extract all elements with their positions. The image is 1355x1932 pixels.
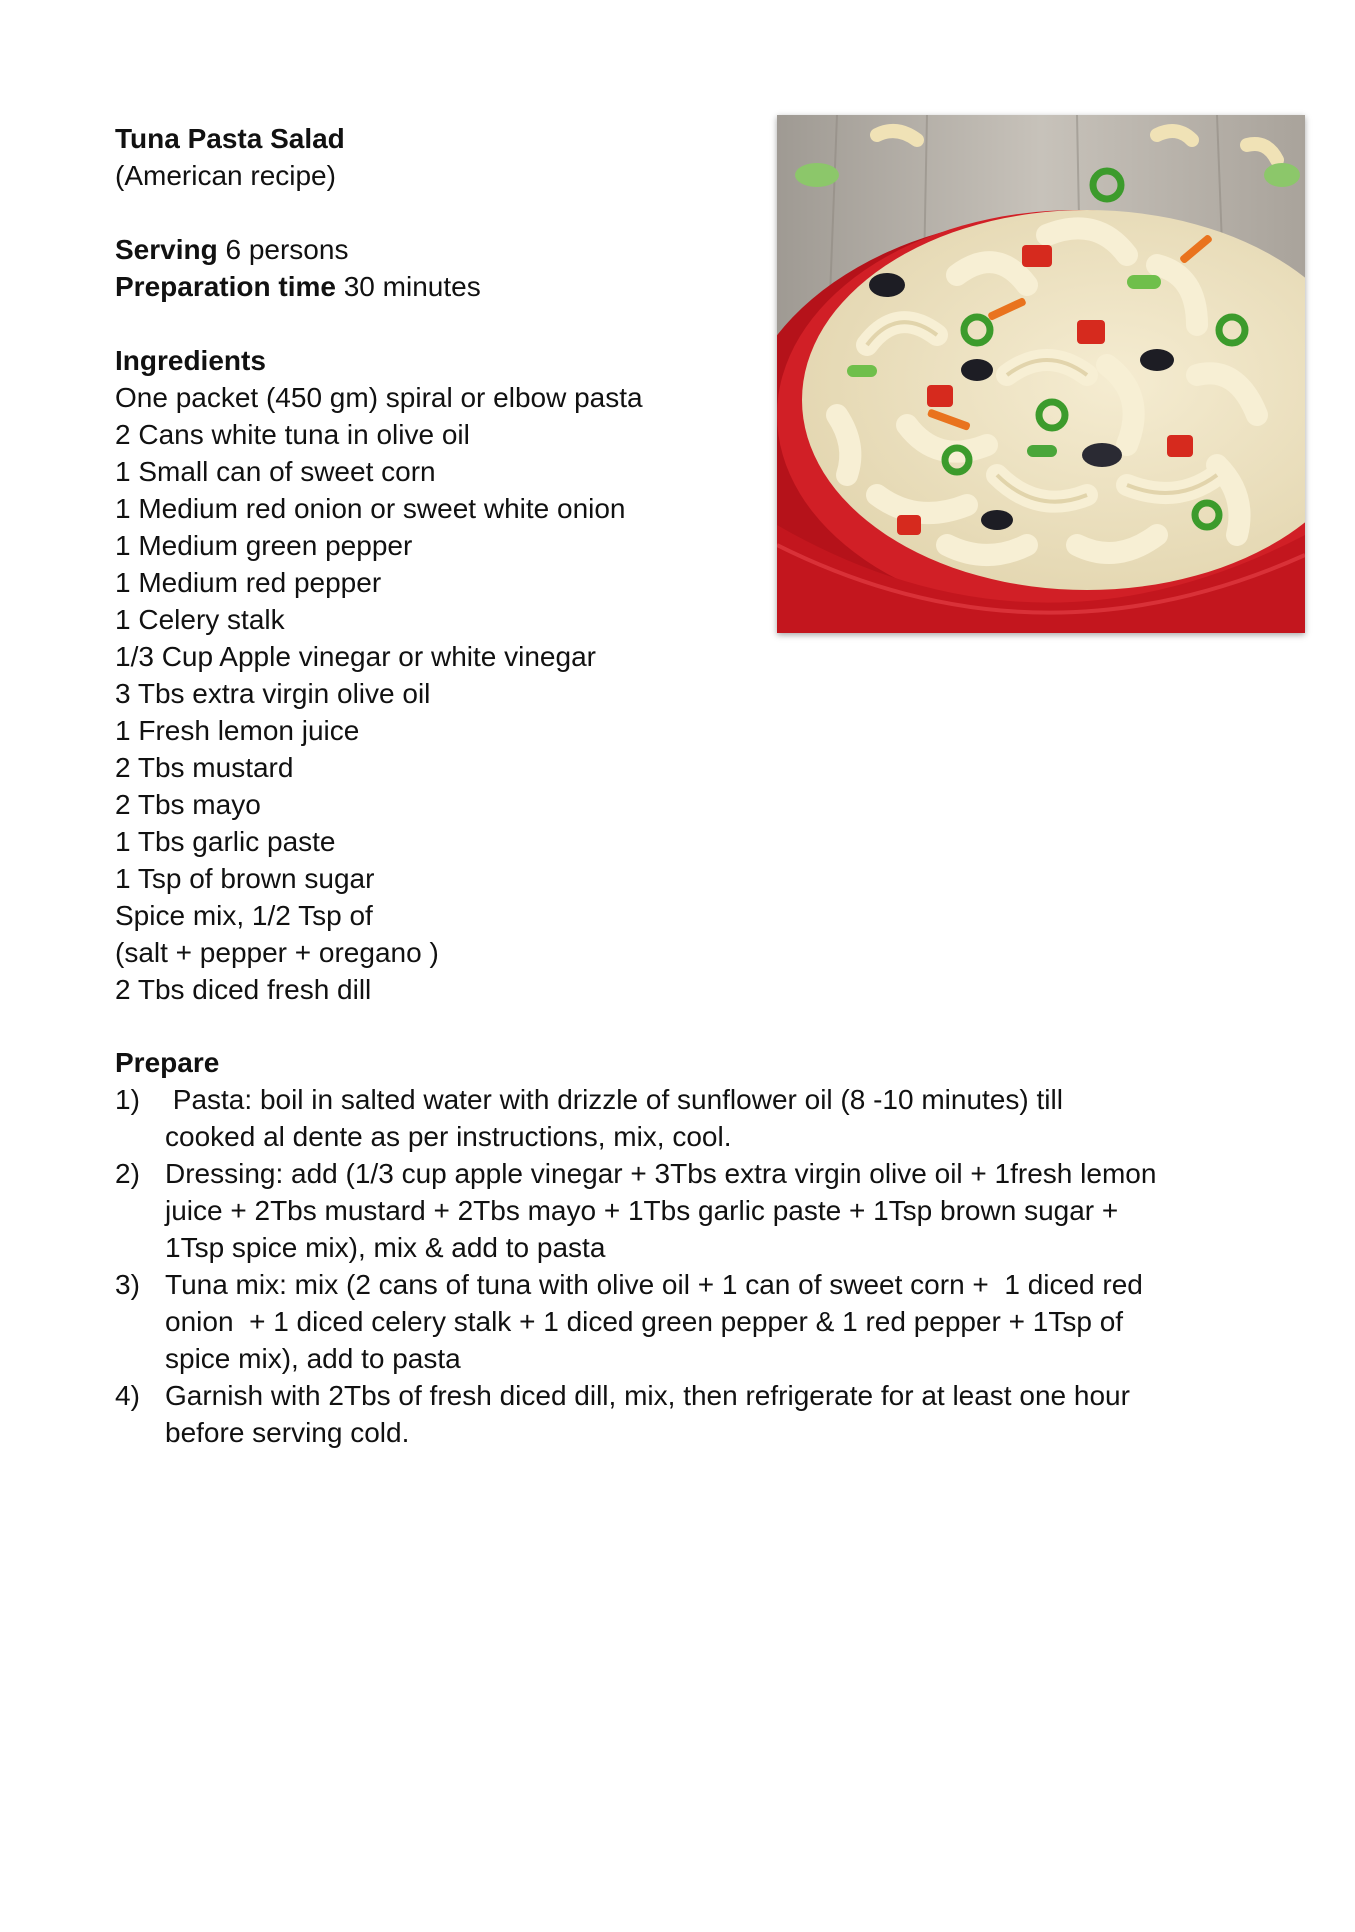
step-number: 3)	[115, 1269, 140, 1300]
serving-value: 6 persons	[217, 234, 349, 265]
step-line: juice + 2Tbs mustard + 2Tbs mayo + 1Tbs garlic paste + 1Tsp brown sugar +	[165, 1195, 1119, 1226]
ingredient-item: 1 Tbs garlic paste	[115, 826, 336, 857]
step-item	[115, 1377, 1285, 1451]
step-item	[115, 1155, 1285, 1266]
ingredients-heading: Ingredients	[115, 345, 266, 376]
ingredient-item: 1/3 Cup Apple vinegar or white vinegar	[115, 641, 596, 672]
ingredient-item: 3 Tbs extra virgin olive oil	[115, 678, 431, 709]
ingredient-item: (salt + pepper + oregano )	[115, 937, 439, 968]
recipe-title: Tuna Pasta Salad	[115, 123, 345, 154]
step-line: onion + 1 diced celery stalk + 1 diced green pepper & 1 red pepper + 1Tsp of	[165, 1306, 1124, 1337]
ingredient-item: One packet (450 gm) spiral or elbow pasta	[115, 382, 643, 413]
ingredient-item: Spice mix, 1/2 Tsp of	[115, 900, 373, 931]
step-line: Tuna mix: mix (2 cans of tuna with olive oil + 1 can of sweet corn + 1 diced red	[165, 1269, 1143, 1300]
prep-time-value: 30 minutes	[335, 271, 481, 302]
ingredient-item: 1 Tsp of brown sugar	[115, 863, 375, 894]
step-line: cooked al dente as per instructions, mix, cool.	[165, 1121, 732, 1152]
ingredient-item: 1 Medium red pepper	[115, 567, 382, 598]
step-line: Dressing: add (1/3 cup apple vinegar + 3Tbs extra virgin olive oil + 1fresh lemon	[165, 1158, 1157, 1189]
ingredient-item: 1 Fresh lemon juice	[115, 715, 360, 746]
step-line: Garnish with 2Tbs of fresh diced dill, mix, then refrigerate for at least one hour	[165, 1380, 1130, 1411]
step-line: 1Tsp spice mix), mix & add to pasta	[165, 1232, 606, 1263]
ingredient-item: 1 Medium red onion or sweet white onion	[115, 493, 626, 524]
ingredient-item: 2 Cans white tuna in olive oil	[115, 419, 470, 450]
ingredient-item: 1 Medium green pepper	[115, 530, 413, 561]
ingredient-item: 2 Tbs mustard	[115, 752, 294, 783]
serving-label: Serving	[115, 234, 218, 265]
step-number: 2)	[115, 1158, 140, 1189]
step-number: 4)	[115, 1380, 140, 1411]
prepare-steps	[115, 1081, 1255, 1451]
step-line: before serving cold.	[165, 1417, 410, 1448]
ingredient-item: 2 Tbs diced fresh dill	[115, 974, 372, 1005]
prep-time-label: Preparation time	[115, 271, 336, 302]
step-number: 1)	[115, 1084, 140, 1115]
step-line: spice mix), add to pasta	[165, 1343, 461, 1374]
pasta-salad-photo	[777, 115, 1305, 633]
recipe-subtitle: (American recipe)	[115, 160, 336, 191]
pasta-salad-illustration	[777, 115, 1305, 633]
ingredient-item: 1 Small can of sweet corn	[115, 456, 436, 487]
step-line: Pasta: boil in salted water with drizzle of sunflower oil (8 -10 minutes) till	[165, 1084, 1063, 1115]
ingredient-item: 1 Celery stalk	[115, 604, 285, 635]
ingredient-item: 2 Tbs mayo	[115, 789, 261, 820]
step-item	[115, 1081, 1285, 1155]
step-item	[115, 1266, 1285, 1377]
prepare-heading: Prepare	[115, 1047, 220, 1078]
